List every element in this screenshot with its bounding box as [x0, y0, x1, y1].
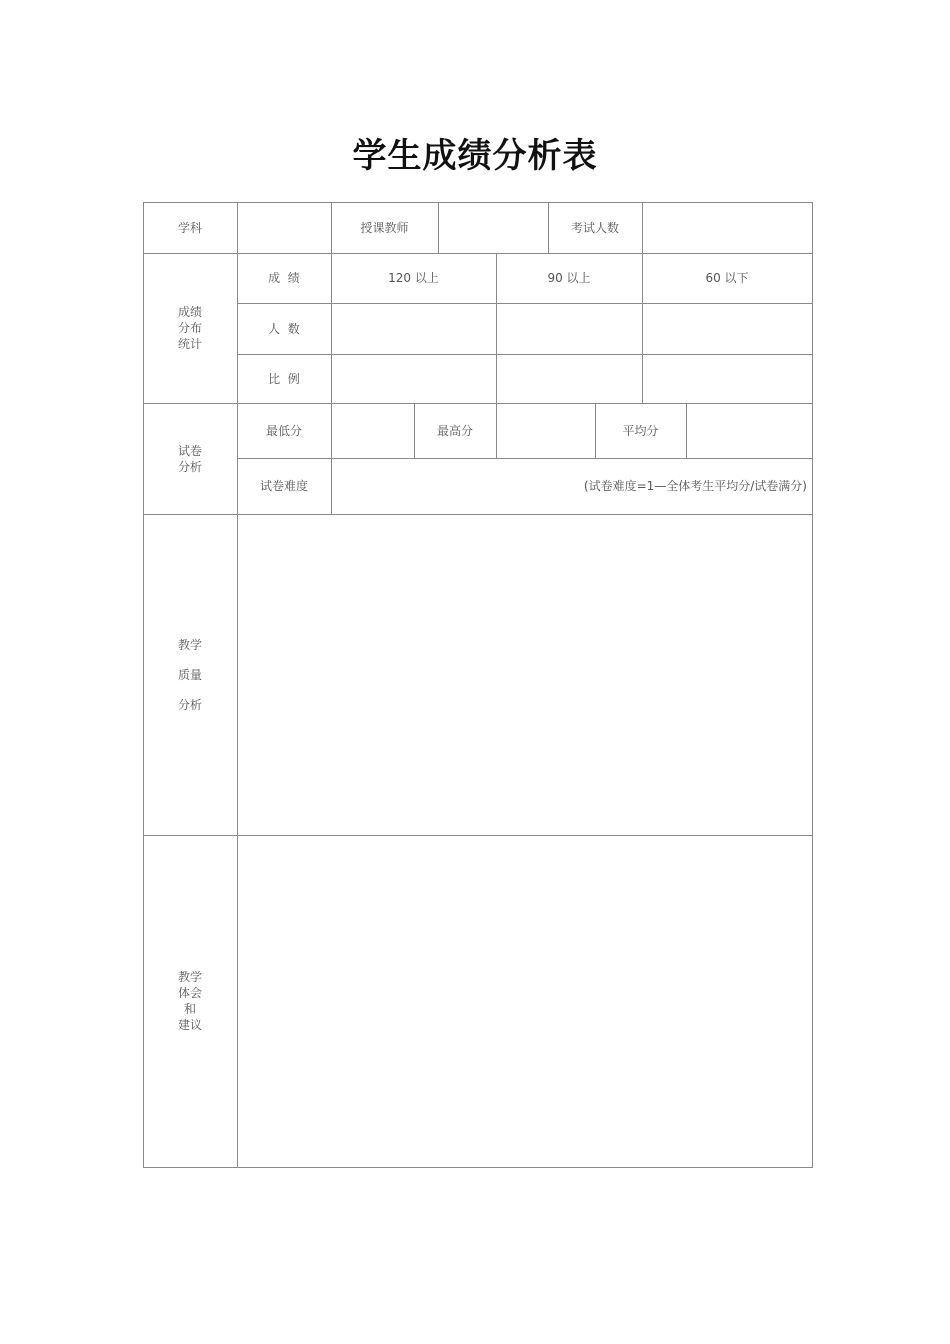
min-score-label: 最低分: [265, 423, 302, 438]
examinees-label: 考试人数: [570, 220, 619, 235]
teacher-label: 授课教师: [360, 220, 409, 235]
max-score-field[interactable]: [496, 403, 595, 458]
score-label: 成 绩: [268, 271, 300, 285]
examinees-field[interactable]: [642, 202, 812, 253]
band-90-above: 90 以上: [547, 271, 591, 285]
count-field-90[interactable]: [496, 303, 642, 354]
teaching-quality-label: 教学 质量 分析: [177, 637, 202, 712]
band-120-above: 120 以上: [388, 271, 439, 285]
teacher-field[interactable]: [438, 202, 548, 253]
count-field-120[interactable]: [331, 303, 496, 354]
difficulty-label: 试卷难度: [259, 479, 308, 493]
count-field-60[interactable]: [642, 303, 812, 354]
paper-analysis-label: 试卷 分析: [177, 443, 202, 474]
ratio-field-90[interactable]: [496, 354, 642, 403]
score-distribution-label: 成绩 分布 统计: [177, 305, 202, 351]
experience-suggestions-field[interactable]: [237, 835, 812, 1167]
avg-score-field[interactable]: [686, 403, 812, 458]
teaching-quality-field[interactable]: [237, 514, 812, 835]
avg-score-label: 平均分: [622, 423, 659, 438]
subject-label: 学科: [177, 220, 202, 235]
subject-field[interactable]: [237, 202, 331, 253]
experience-suggestions-label: 教学 体会 和 建议: [177, 970, 202, 1032]
count-label: 人 数: [268, 321, 300, 336]
ratio-field-60[interactable]: [642, 354, 812, 403]
grid-line: [812, 202, 813, 1168]
grid-line: [143, 1167, 813, 1168]
ratio-field-120[interactable]: [331, 354, 496, 403]
max-score-label: 最高分: [436, 423, 473, 438]
min-score-field[interactable]: [331, 403, 414, 458]
difficulty-formula: (试卷难度=1—全体考生平均分/试卷满分): [583, 479, 807, 493]
page-title: 学生成绩分析表: [352, 136, 598, 176]
ratio-label: 比 例: [268, 371, 300, 386]
band-60-below: 60 以下: [705, 271, 749, 285]
